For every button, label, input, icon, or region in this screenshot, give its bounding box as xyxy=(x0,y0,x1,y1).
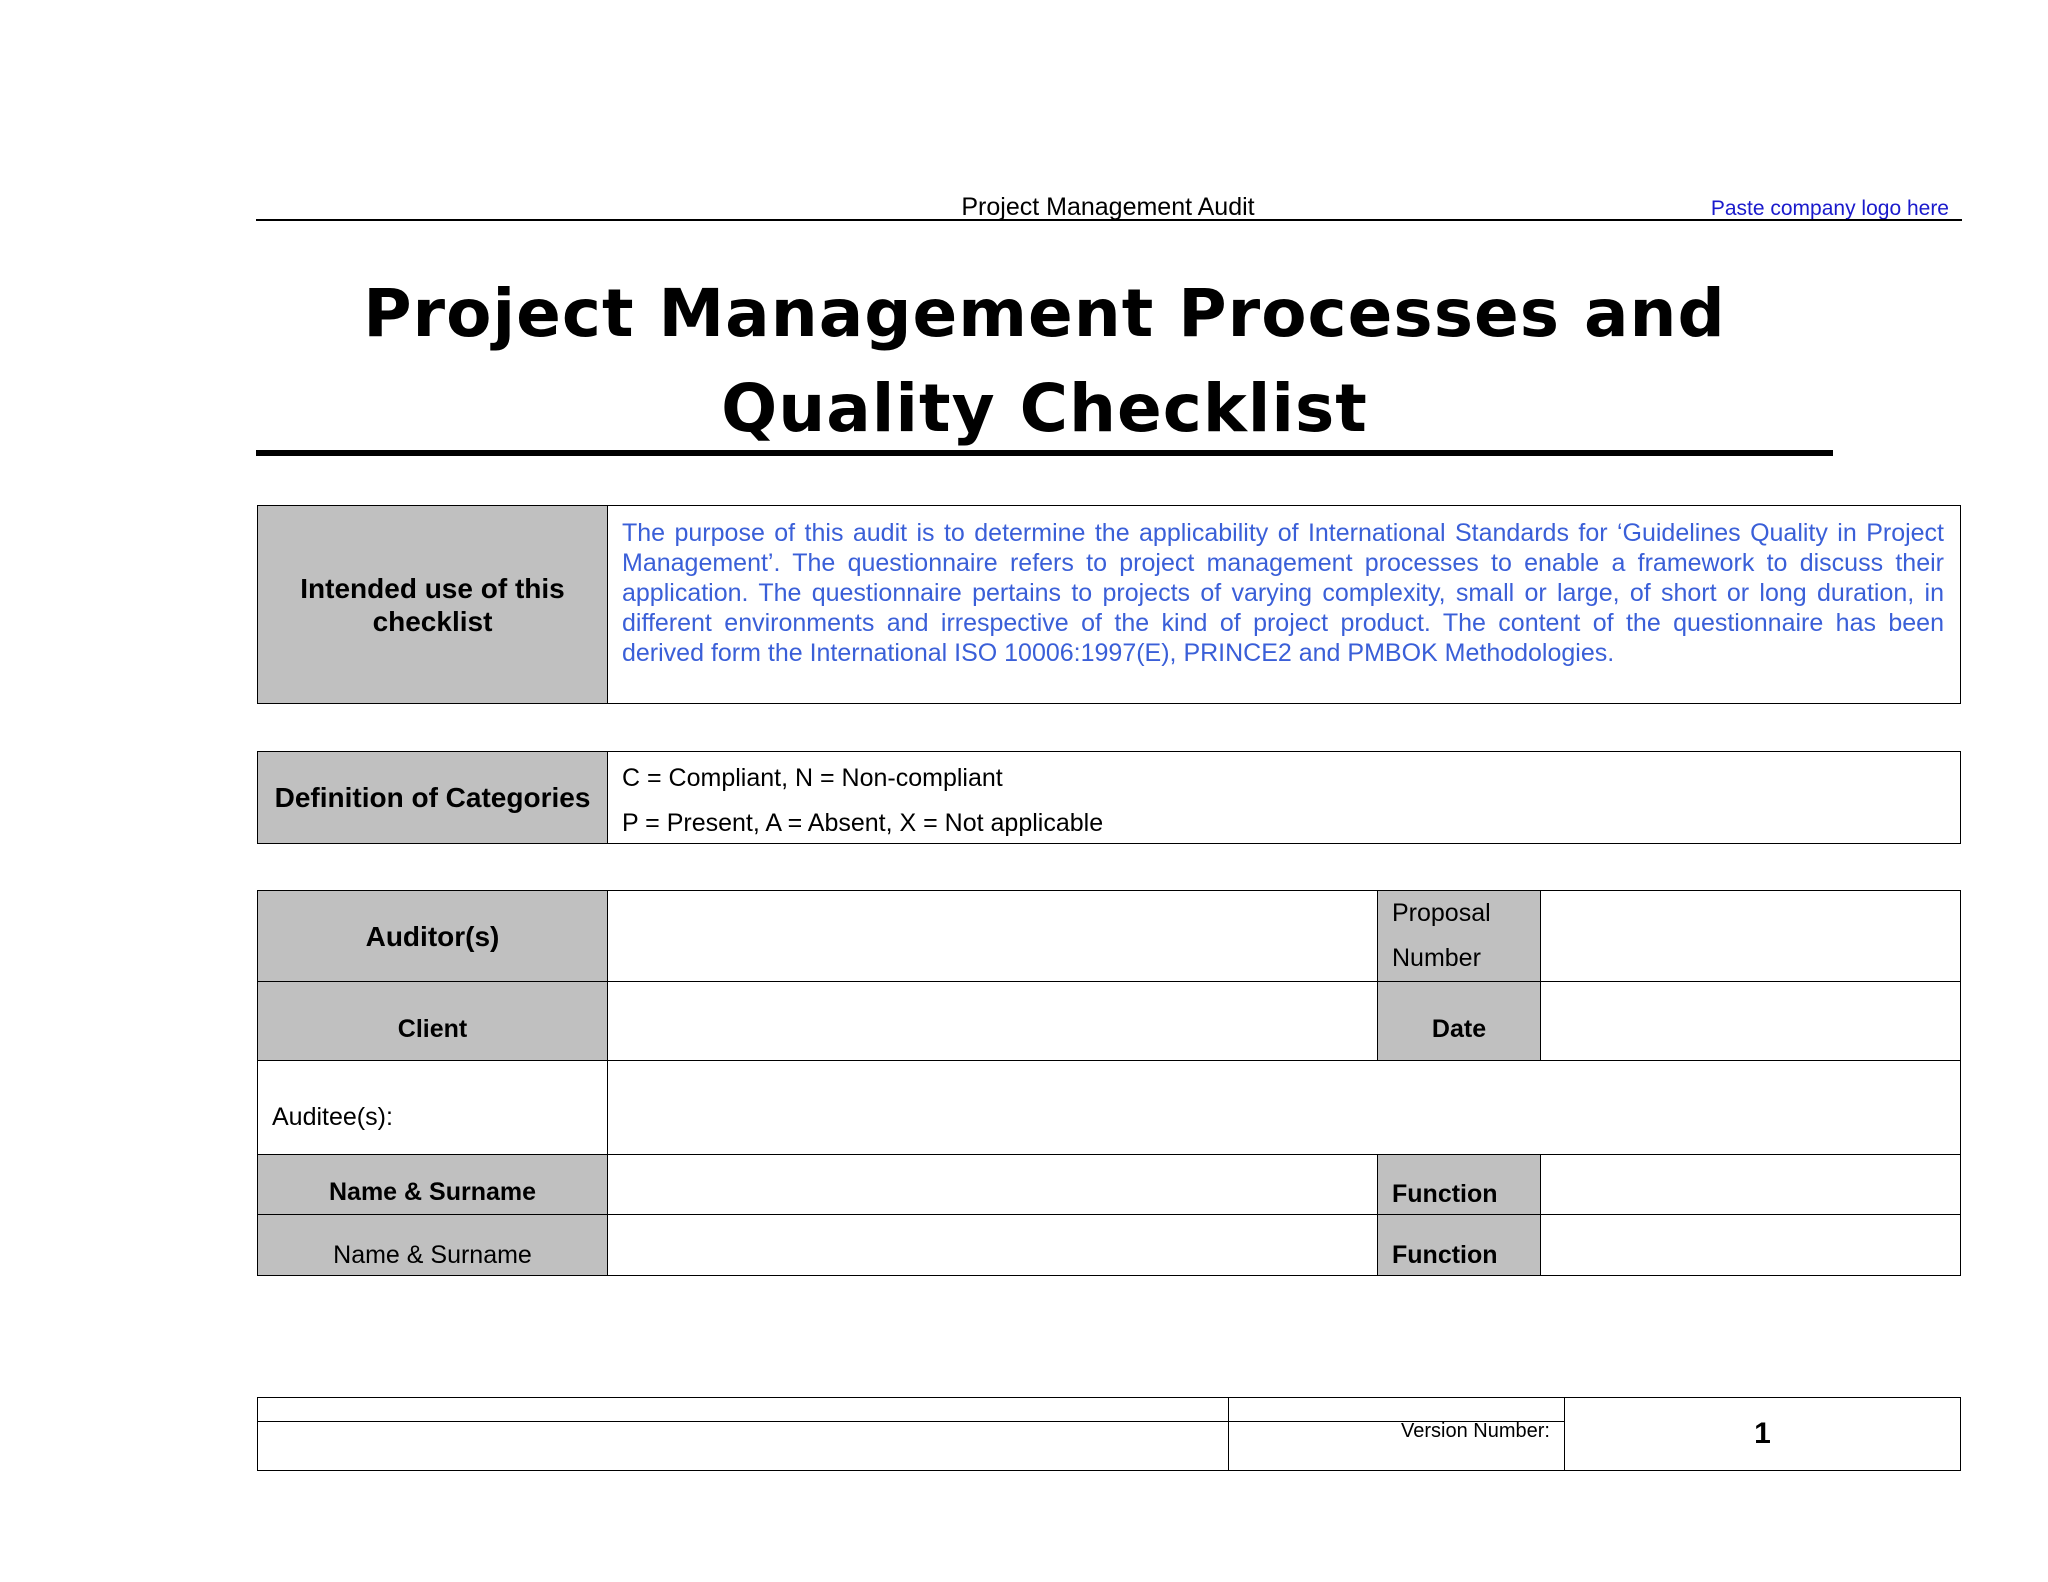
proposal-number-label: Proposal Number xyxy=(1377,890,1541,982)
auditee-name-label-cell-1 xyxy=(257,1154,608,1215)
auditees-field[interactable] xyxy=(607,1060,1961,1155)
client-label: Client xyxy=(397,1015,468,1043)
auditee-function-label-cell-1 xyxy=(1377,1154,1541,1215)
auditee-function-field-1[interactable] xyxy=(1540,1154,1961,1215)
version-number-cell xyxy=(1564,1397,1961,1471)
footer-cell-top-middle xyxy=(1228,1397,1565,1422)
categories-line-2: P = Present, A = Absent, X = Not applicable xyxy=(622,809,1104,837)
categories-line-1: C = Compliant, N = Non-compliant xyxy=(622,764,1003,792)
version-label-cell xyxy=(1228,1421,1565,1471)
auditee-function-label-2: Function xyxy=(1392,1241,1498,1269)
title-divider xyxy=(256,450,1833,456)
document-title: Project Management Processes and Quality Checklist xyxy=(363,275,1726,447)
intended-use-label-cell xyxy=(257,505,608,704)
client-field[interactable] xyxy=(607,981,1378,1061)
version-number: 1 xyxy=(1754,1417,1771,1450)
categories-label: Definition of Categories xyxy=(274,782,591,813)
proposal-number-field[interactable] xyxy=(1540,890,1961,982)
auditee-function-label-cell-2 xyxy=(1377,1214,1541,1276)
auditors-field[interactable] xyxy=(607,890,1378,982)
company-logo-placeholder[interactable]: Paste company logo here xyxy=(1710,197,1949,220)
date-label: Date xyxy=(1431,1015,1487,1043)
auditee-name-label-1: Name & Surname xyxy=(328,1178,537,1206)
auditee-function-label-1: Function xyxy=(1392,1180,1498,1208)
version-label: Version Number: xyxy=(1401,1420,1550,1442)
categories-label-cell xyxy=(257,751,608,844)
auditors-label: Auditor(s) xyxy=(365,920,500,952)
auditee-name-field-1[interactable] xyxy=(607,1154,1378,1215)
client-label-cell xyxy=(257,981,608,1061)
auditors-label-cell xyxy=(257,890,608,982)
page-header-title: Project Management Audit xyxy=(961,193,1255,221)
auditee-name-field-2[interactable] xyxy=(607,1214,1378,1276)
date-field[interactable] xyxy=(1540,981,1961,1061)
date-label-cell xyxy=(1377,981,1541,1061)
auditees-label-cell xyxy=(257,1060,608,1155)
categories-definitions xyxy=(607,751,1961,844)
intended-use-label: Intended use of this checklist xyxy=(300,572,565,637)
auditee-function-field-2[interactable] xyxy=(1540,1214,1961,1276)
footer-cell-top-left xyxy=(257,1397,1229,1422)
intended-use-text: The purpose of this audit is to determine the applicability of International Standards for ‘Guidelines Quality in Project Management’. The questionnaire refers to project management processes to enable a framework to discuss their application. The questionnaire pertains to projects of varying complexity, small or large, of short or long duration, in different environments and irrespective of the kind of project product. The content of the questionnaire has been derived form the International ISO 10006:1997(E), PRINCE2 and PMBOK Methodologies. xyxy=(607,505,1961,704)
auditee-name-label-2: Name & Surname xyxy=(333,1241,532,1269)
header-divider xyxy=(256,219,1962,221)
footer-cell-bottom-left xyxy=(257,1421,1229,1471)
auditees-label: Auditee(s): xyxy=(272,1103,393,1131)
auditee-name-label-cell-2 xyxy=(257,1214,608,1276)
